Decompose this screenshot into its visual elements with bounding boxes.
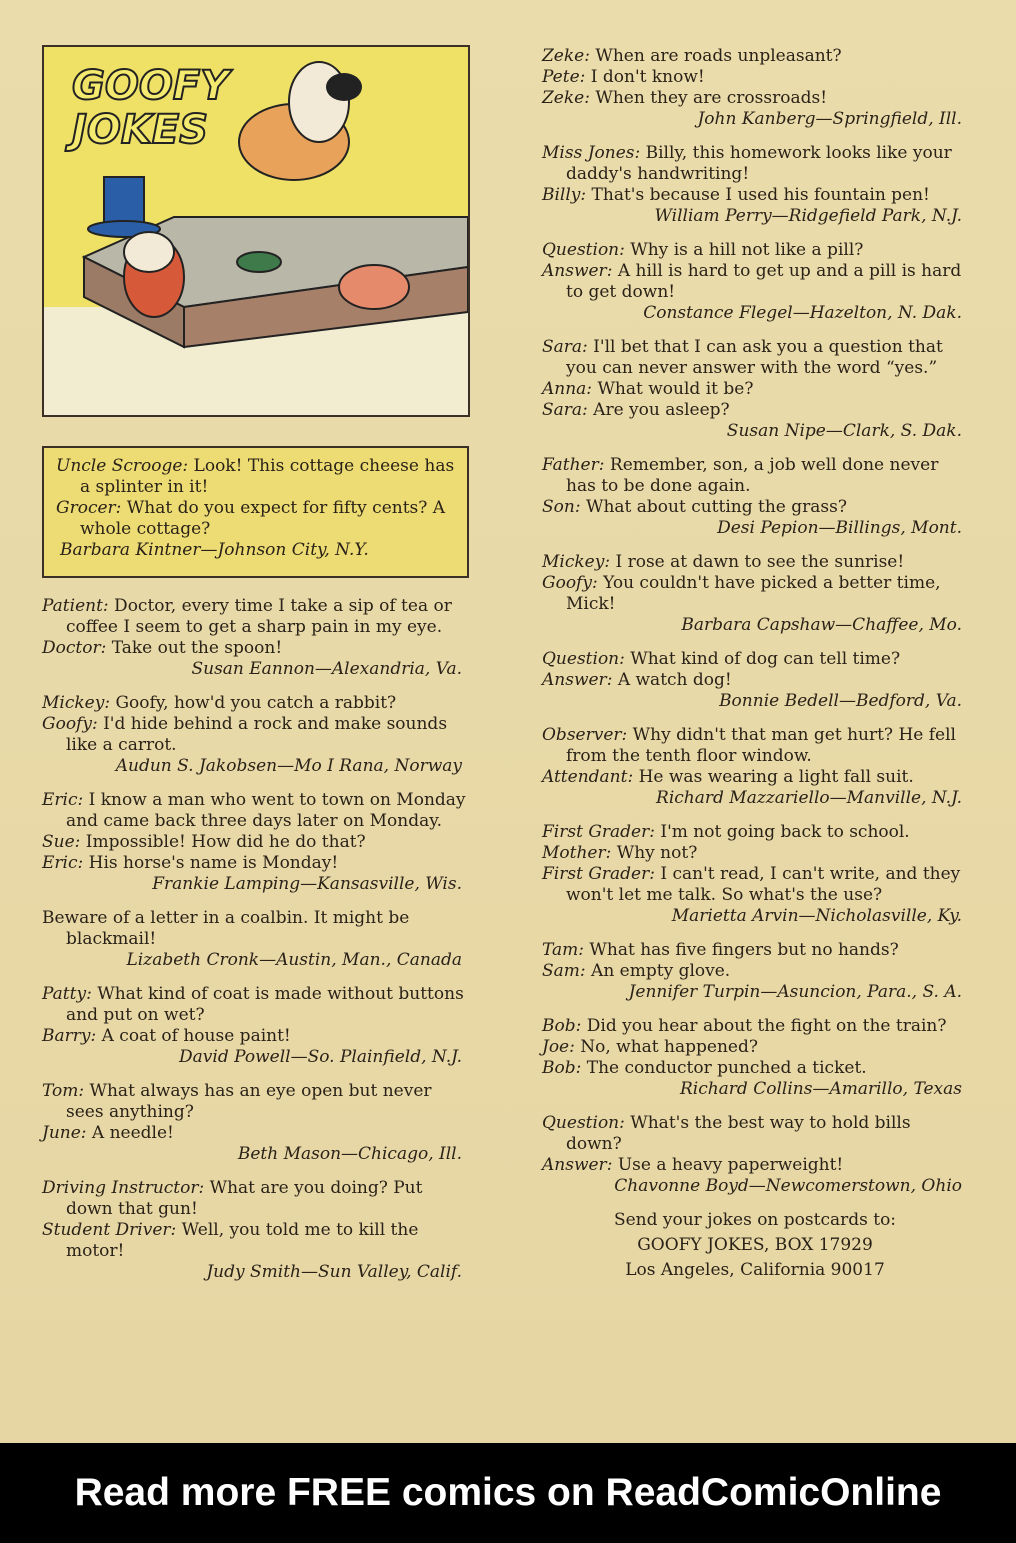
dialogue: When are roads unpleasant? — [589, 46, 842, 66]
joke-line — [42, 1081, 468, 1123]
dialogue: You couldn't have picked a better time, Mick! — [566, 573, 941, 614]
speaker: Bob: — [542, 1016, 582, 1036]
speaker: Mother: — [542, 843, 612, 863]
joke-credit: Jennifer Turpin—Asuncion, Para., S. A. — [628, 982, 962, 1002]
dialogue: Billy, this homework looks like your daddy's handwriting! — [566, 143, 952, 184]
joke-line — [542, 822, 968, 843]
speaker: Zeke: — [542, 46, 590, 66]
caption-line — [56, 498, 455, 540]
dialogue: His horse's name is Monday! — [83, 853, 339, 873]
joke-credit: David Powell—So. Plainfield, N.J. — [179, 1047, 462, 1067]
dialogue: When they are crossroads! — [589, 88, 828, 108]
dialogue: I'm not going back to school. — [654, 822, 910, 842]
joke-credit: John Kanberg—Springfield, Ill. — [697, 109, 962, 129]
speaker: Son: — [542, 497, 581, 517]
joke — [42, 790, 468, 895]
joke-line — [542, 1113, 968, 1155]
dialogue: Look! This cottage cheese has a splinter in it! — [80, 456, 455, 497]
joke — [42, 984, 468, 1068]
joke-line — [42, 638, 468, 659]
dialogue: An empty glove. — [585, 961, 731, 981]
joke-line — [542, 552, 968, 573]
speaker: Answer: — [542, 670, 613, 690]
speaker: First Grader: — [542, 822, 655, 842]
speaker: Tom: — [42, 1081, 85, 1101]
joke-line — [542, 1058, 968, 1079]
speaker: Sue: — [42, 832, 81, 852]
send-address-line: Send your jokes on postcards to: — [613, 1210, 897, 1230]
panel-title-line1: GOOFY — [72, 63, 230, 109]
speaker: Patient: — [42, 596, 109, 616]
dialogue: Goofy, how'd you catch a rabbit? — [110, 693, 397, 713]
dialogue: I'll bet that I can ask you a question that you can never answer with the word “yes.” — [566, 337, 943, 378]
joke-line — [42, 853, 468, 874]
joke — [42, 596, 468, 680]
left-jokes-column — [42, 596, 468, 1296]
dialogue: Well, you told me to kill the motor! — [66, 1220, 419, 1261]
joke — [42, 693, 468, 777]
dialogue: What always has an eye open but never sees anything? — [66, 1081, 432, 1122]
joke-line — [542, 670, 968, 691]
speaker: Miss Jones: — [542, 143, 641, 163]
joke-line — [542, 497, 968, 518]
dialogue: I can't read, I can't write, and they won't let me talk. So what's the use? — [566, 864, 961, 905]
speaker: Driving Instructor: — [42, 1178, 205, 1198]
joke — [542, 455, 968, 539]
dialogue: I don't know! — [585, 67, 705, 87]
joke-line — [42, 596, 468, 638]
goofy-scrooge-illustration — [44, 47, 468, 415]
joke — [542, 940, 968, 1003]
speaker: Question: — [542, 240, 625, 260]
joke-credit: Susan Eannon—Alexandria, Va. — [191, 659, 462, 679]
joke-line — [542, 67, 968, 88]
joke-line — [542, 864, 968, 906]
speaker: Eric: — [42, 853, 84, 873]
joke-line — [542, 455, 968, 497]
speaker: Observer: — [542, 725, 628, 745]
send-address-line: GOOFY JOKES, BOX 17929 — [637, 1235, 873, 1255]
joke-credit: Audun S. Jakobsen—Mo I Rana, Norway — [115, 756, 462, 776]
joke-line — [542, 88, 968, 109]
joke-line — [42, 832, 468, 853]
dialogue: I rose at dawn to see the sunrise! — [610, 552, 905, 572]
joke — [542, 240, 968, 324]
joke — [542, 1113, 968, 1197]
joke — [42, 1081, 468, 1165]
dialogue: That's because I used his fountain pen! — [586, 185, 930, 205]
joke-credit: Chavonne Boyd—Newcomerstown, Ohio — [614, 1176, 962, 1196]
dialogue: Remember, son, a job well done never has to be done again. — [566, 455, 939, 496]
speaker: Mickey: — [542, 552, 611, 572]
joke-credit: Richard Collins—Amarillo, Texas — [679, 1079, 962, 1099]
joke — [542, 552, 968, 636]
speaker: Doctor: — [42, 638, 107, 658]
speaker: Pete: — [542, 67, 586, 87]
joke-line — [542, 379, 968, 400]
dialogue: Use a heavy paperweight! — [612, 1155, 844, 1175]
joke-credit: Constance Flegel—Hazelton, N. Dak. — [643, 303, 962, 323]
dialogue: A watch dog! — [612, 670, 732, 690]
dialogue: What do you expect for fifty cents? A whole cottage? — [80, 498, 446, 539]
speaker: Barry: — [42, 1026, 97, 1046]
joke-line — [542, 400, 968, 421]
dialogue: Beware of a letter in a coalbin. It might be blackmail! — [42, 908, 410, 949]
speaker: Mickey: — [42, 693, 111, 713]
speaker: Answer: — [542, 261, 613, 281]
joke-line — [42, 693, 468, 714]
speaker: Sara: — [542, 400, 588, 420]
dialogue: What's the best way to hold bills down? — [566, 1113, 911, 1154]
joke-line — [542, 843, 968, 864]
dialogue: Impossible! How did he do that? — [80, 832, 366, 852]
joke-line — [42, 1123, 468, 1144]
joke-credit: Desi Pepion—Billings, Mont. — [717, 518, 962, 538]
speaker: Bob: — [542, 1058, 582, 1078]
dialogue: What about cutting the grass? — [580, 497, 847, 517]
joke-line — [542, 185, 968, 206]
speaker: Question: — [542, 649, 625, 669]
caption-joke-box — [42, 446, 469, 578]
joke-line — [42, 1178, 468, 1220]
dialogue: No, what happened? — [574, 1037, 758, 1057]
joke-credit: Bonnie Bedell—Bedford, Va. — [719, 691, 962, 711]
joke-line — [42, 714, 468, 756]
joke — [542, 337, 968, 442]
speaker: June: — [42, 1123, 87, 1143]
dialogue: He was wearing a light fall suit. — [633, 767, 914, 787]
joke — [542, 725, 968, 809]
joke-line — [542, 1016, 968, 1037]
dialogue: What are you doing? Put down that gun! — [66, 1178, 423, 1219]
dialogue: I know a man who went to town on Monday and came back three days later on Monday. — [66, 790, 466, 831]
joke-line — [42, 984, 468, 1026]
speaker: Tam: — [542, 940, 585, 960]
joke-line — [42, 908, 468, 950]
dialogue: What kind of dog can tell time? — [624, 649, 901, 669]
dialogue: A coat of house paint! — [96, 1026, 291, 1046]
joke-line — [542, 1155, 968, 1176]
joke — [42, 908, 468, 971]
dialogue: Are you asleep? — [587, 400, 730, 420]
joke-line — [542, 1037, 968, 1058]
speaker: Goofy: — [542, 573, 598, 593]
joke-credit: Lizabeth Cronk—Austin, Man., Canada — [126, 950, 462, 970]
speaker: Patty: — [42, 984, 92, 1004]
right-jokes-column — [542, 46, 968, 1281]
dialogue: What kind of coat is made without buttons and put on wet? — [66, 984, 464, 1025]
speaker: Goofy: — [42, 714, 98, 734]
joke — [542, 649, 968, 712]
dialogue: Why is a hill not like a pill? — [624, 240, 864, 260]
speaker: Eric: — [42, 790, 84, 810]
speaker: Question: — [542, 1113, 625, 1133]
speaker: Sam: — [542, 961, 586, 981]
joke-line — [542, 337, 968, 379]
speaker: Billy: — [542, 185, 587, 205]
footer-link-text[interactable]: Read more FREE comics on ReadComicOnline — [74, 1471, 942, 1514]
joke-line — [42, 790, 468, 832]
joke-line — [542, 649, 968, 670]
dialogue: A needle! — [86, 1123, 174, 1143]
dialogue: What would it be? — [592, 379, 754, 399]
joke-credit: Beth Mason—Chicago, Ill. — [237, 1144, 462, 1164]
speaker: Father: — [542, 455, 605, 475]
joke-line — [542, 940, 968, 961]
speaker: Anna: — [542, 379, 593, 399]
joke-line — [42, 1026, 468, 1047]
joke — [542, 822, 968, 927]
caption-line — [56, 456, 455, 498]
speaker: Zeke: — [542, 88, 590, 108]
joke-credit: Judy Smith—Sun Valley, Calif. — [206, 1262, 462, 1282]
joke-line — [542, 143, 968, 185]
speaker: Grocer: — [56, 498, 122, 518]
speaker: Sara: — [542, 337, 588, 357]
joke-line — [542, 573, 968, 615]
joke-line — [542, 46, 968, 67]
joke-line — [542, 725, 968, 767]
joke-line — [42, 1220, 468, 1262]
joke-line — [542, 240, 968, 261]
footer-banner[interactable] — [0, 1443, 1016, 1543]
speaker: Answer: — [542, 1155, 613, 1175]
speaker: Attendant: — [542, 767, 634, 787]
dialogue: Why didn't that man get hurt? He fell from the tenth floor window. — [566, 725, 956, 766]
dialogue: The conductor punched a ticket. — [581, 1058, 867, 1078]
joke-line — [542, 767, 968, 788]
joke-credit: Richard Mazzariello—Manville, N.J. — [656, 788, 962, 808]
joke-credit: Marietta Arvin—Nicholasville, Ky. — [671, 906, 962, 926]
dialogue: Doctor, every time I take a sip of tea or coffee I seem to get a sharp pain in my eye. — [66, 596, 452, 637]
joke — [542, 1016, 968, 1100]
speaker: Joe: — [542, 1037, 575, 1057]
dialogue: What has five fingers but no hands? — [584, 940, 899, 960]
joke-credit: Barbara Kintner—Johnson City, N.Y. — [60, 540, 369, 560]
joke-credit: William Perry—Ridgefield Park, N.J. — [654, 206, 962, 226]
speaker: Uncle Scrooge: — [56, 456, 189, 476]
send-address-line: Los Angeles, California 90017 — [625, 1260, 885, 1280]
joke-line — [542, 261, 968, 303]
joke-credit: Frankie Lamping—Kansasville, Wis. — [152, 874, 462, 894]
panel-title-line2: JOKES — [72, 107, 209, 153]
dialogue: I'd hide behind a rock and make sounds like a carrot. — [66, 714, 448, 755]
dialogue: Why not? — [611, 843, 698, 863]
dialogue: Did you hear about the fight on the train? — [581, 1016, 947, 1036]
joke-credit: Susan Nipe—Clark, S. Dak. — [726, 421, 962, 441]
dialogue: A hill is hard to get up and a pill is hard to get down! — [566, 261, 962, 302]
speaker: First Grader: — [542, 864, 655, 884]
joke — [542, 46, 968, 130]
dialogue: Take out the spoon! — [106, 638, 283, 658]
joke-credit: Barbara Capshaw—Chaffee, Mo. — [681, 615, 962, 635]
speaker: Student Driver: — [42, 1220, 177, 1240]
joke-line — [542, 961, 968, 982]
joke — [42, 1178, 468, 1283]
comic-panel — [42, 45, 470, 417]
joke — [542, 143, 968, 227]
